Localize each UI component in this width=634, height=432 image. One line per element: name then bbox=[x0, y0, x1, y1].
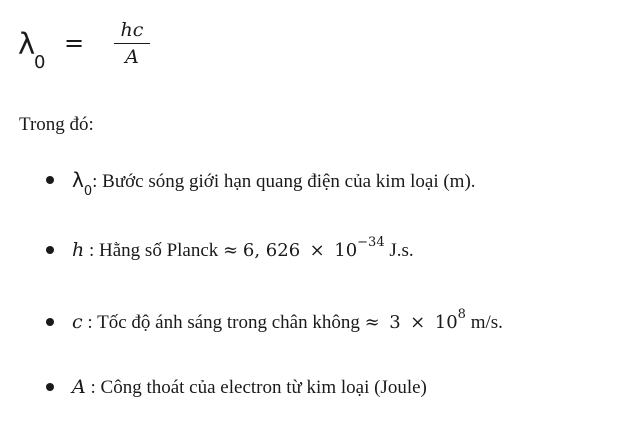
times-sign: × bbox=[309, 240, 325, 261]
definitions-label: Trong đó: bbox=[19, 114, 94, 135]
definition-separator: : bbox=[85, 377, 101, 398]
times-sign: × bbox=[410, 312, 426, 333]
bullet-icon bbox=[46, 246, 54, 254]
planck-value: 6, 626 bbox=[242, 240, 301, 261]
planck-symbol: h bbox=[72, 239, 85, 261]
power-base: 10 bbox=[434, 312, 458, 333]
power-exponent: −34 bbox=[357, 235, 385, 250]
formula-numerator: hc bbox=[120, 19, 144, 41]
definition-text: Tốc độ ánh sáng trong chân không bbox=[97, 312, 360, 333]
definition-text: Công thoát của electron từ kim loại (Joule) bbox=[100, 377, 427, 398]
photoelectric-threshold-formula bbox=[18, 18, 178, 78]
power-exponent: 8 bbox=[457, 307, 466, 322]
definition-body bbox=[72, 374, 427, 401]
formula-lambda-subscript: 0 bbox=[34, 52, 46, 73]
light-speed-value: 3 bbox=[389, 312, 401, 333]
formula-fraction bbox=[114, 18, 150, 68]
power-base: 10 bbox=[334, 240, 358, 261]
formula-fraction-bar bbox=[114, 43, 150, 44]
approx-sign: ≈ bbox=[364, 312, 380, 333]
formula-denominator: A bbox=[125, 46, 139, 68]
lambda-symbol: λ bbox=[72, 168, 84, 192]
work-function-symbol: A bbox=[72, 376, 86, 398]
definition-separator: : bbox=[82, 312, 98, 333]
definition-separator: : bbox=[84, 240, 100, 261]
unit-text: J.s. bbox=[389, 240, 414, 261]
definition-text: Bước sóng giới hạn quang điện của kim loại (m). bbox=[102, 171, 476, 192]
formula-lambda-symbol: λ bbox=[18, 27, 36, 61]
lambda-subscript: 0 bbox=[83, 184, 93, 199]
bullet-icon bbox=[46, 176, 54, 184]
bullet-icon bbox=[46, 383, 54, 391]
definition-body bbox=[72, 309, 503, 338]
unit-text: m/s. bbox=[470, 312, 503, 333]
approx-sign: ≈ bbox=[223, 240, 239, 261]
light-speed-symbol: c bbox=[72, 311, 83, 333]
bullet-icon bbox=[46, 318, 54, 326]
definition-body bbox=[72, 167, 476, 197]
definition-text: Hằng số Planck bbox=[99, 240, 219, 261]
definition-separator: : bbox=[92, 171, 103, 192]
formula-equals-sign: = bbox=[64, 29, 85, 57]
definition-body bbox=[72, 237, 414, 266]
